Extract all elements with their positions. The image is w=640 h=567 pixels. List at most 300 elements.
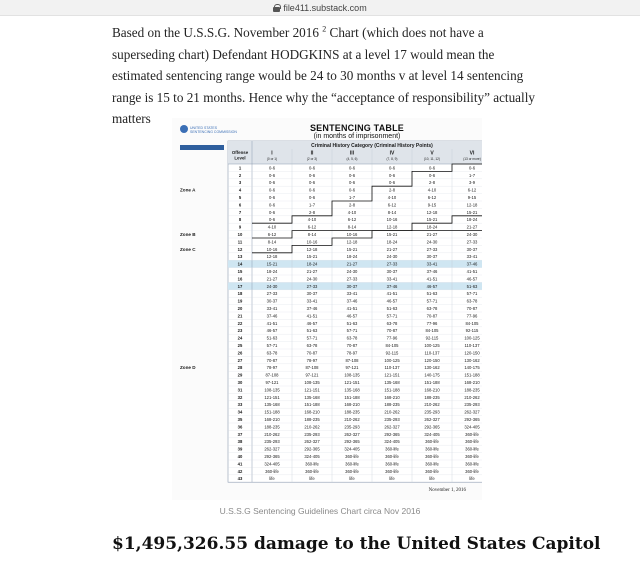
- offense-level: 20: [237, 306, 243, 311]
- sentence-range: 360-life: [345, 468, 359, 474]
- sentence-range: 151-188: [384, 387, 400, 393]
- sentence-range: 135-168: [384, 380, 400, 385]
- sentence-range: 262-327: [304, 439, 320, 445]
- paragraph-text-start: Based on the U.S.S.G. November 2016: [112, 25, 323, 40]
- sentence-range: 100-125: [384, 357, 400, 363]
- sentence-range: 0-6: [268, 172, 276, 178]
- sentence-range: 0-6: [388, 172, 396, 178]
- sentence-range: 324-405: [384, 439, 400, 445]
- sentence-range: 12-18: [426, 209, 438, 215]
- sentence-range: 360-life: [465, 446, 479, 452]
- sentence-range: 360-life: [465, 454, 479, 459]
- sentence-range: 15-21: [306, 254, 318, 260]
- sentence-range: 41-51: [266, 320, 278, 326]
- offense-level: 42: [237, 468, 243, 474]
- offense-level: 29: [237, 372, 243, 378]
- sentence-range: 0-6: [428, 172, 436, 178]
- sentence-range: 324-405: [304, 454, 320, 459]
- sentence-range: 360-life: [425, 454, 439, 459]
- sentence-range: 0-6: [268, 187, 276, 193]
- sentence-range: 24-30: [306, 276, 318, 282]
- table-subtitle: (in months of imprisonment): [313, 133, 401, 140]
- sentence-range: 87-108: [345, 357, 359, 363]
- sentence-range: 51-63: [346, 320, 358, 326]
- sentence-range: 24-30: [466, 232, 478, 237]
- sentence-range: 87-108: [265, 372, 279, 378]
- offense-level: 28: [237, 365, 243, 371]
- offense-level: 24: [237, 335, 243, 341]
- sentence-range: 360-life: [385, 461, 399, 467]
- sentence-range: 4-10: [347, 209, 357, 215]
- sentence-range: 360-life: [425, 439, 439, 445]
- sentence-range: 10-16: [306, 239, 318, 245]
- sentence-range: 360-life: [385, 468, 399, 474]
- sentence-range: 0-6: [468, 165, 476, 171]
- sentence-range: 27-33: [306, 283, 318, 289]
- offense-level: 33: [237, 402, 243, 408]
- sentence-range: 168-210: [384, 394, 400, 400]
- sentence-range: 12-18: [466, 202, 478, 208]
- sentence-range: 10-16: [266, 246, 278, 252]
- sentence-range: 168-210: [424, 387, 440, 393]
- offense-level: 2: [238, 172, 242, 178]
- sentence-range: 360-life: [265, 468, 279, 474]
- sentence-range: 18-24: [306, 261, 318, 267]
- sentence-range: 0-6: [308, 172, 316, 178]
- sentence-range: 8-14: [267, 239, 277, 245]
- offense-level: 22: [237, 320, 243, 326]
- sentence-range: 63-78: [426, 306, 438, 311]
- sentence-range: 188-235: [384, 402, 400, 408]
- sentence-range: 27-33: [386, 261, 398, 267]
- sentence-range: 70-87: [346, 343, 358, 348]
- zone-label: Zone D: [180, 365, 196, 371]
- sentence-range: 188-235: [304, 417, 320, 422]
- sentence-range: 262-327: [344, 431, 360, 437]
- sentence-range: 292-365: [304, 446, 320, 452]
- sentence-range: 130-162: [424, 365, 440, 371]
- sentence-range: 24-30: [386, 254, 398, 260]
- sentence-range: 168-210: [464, 380, 480, 385]
- sentence-range: 46-57: [426, 283, 438, 289]
- sentence-range: 51-63: [266, 335, 278, 341]
- offense-level: 26: [237, 350, 243, 356]
- sentence-range: 57-71: [386, 313, 398, 319]
- sentence-range: 63-78: [346, 335, 358, 341]
- sentence-range: 9-15: [427, 202, 437, 208]
- sentence-range: 120-150: [424, 357, 440, 363]
- column-numeral: V: [430, 150, 434, 157]
- offense-level: 21: [237, 313, 243, 319]
- offense-level: 19: [237, 298, 243, 304]
- sentence-range: 0-6: [308, 165, 316, 171]
- offense-level: 40: [237, 454, 243, 459]
- sentence-range: 360-life: [385, 454, 399, 459]
- sentence-range: 210-262: [344, 417, 360, 422]
- sentence-range: 360-life: [345, 454, 359, 459]
- sentence-range: 360-life: [465, 468, 479, 474]
- sentence-range: 37-46: [466, 261, 478, 267]
- sentence-range: 46-57: [466, 276, 478, 282]
- sentence-range: 121-151: [384, 372, 400, 378]
- sentence-range: 97-121: [305, 372, 319, 378]
- sentence-range: 8-14: [387, 209, 397, 215]
- offense-level: 35: [237, 417, 243, 422]
- offense-level: 3: [238, 180, 242, 186]
- sentence-range: 21-27: [266, 276, 278, 282]
- sentence-range: life: [389, 476, 395, 482]
- sentence-range: 57-71: [306, 335, 318, 341]
- offense-level: 31: [237, 387, 243, 393]
- offense-level: 36: [237, 424, 243, 430]
- offense-level: 5: [238, 195, 242, 200]
- sentence-range: 70-87: [266, 357, 278, 363]
- sentence-range: 2-8: [428, 180, 436, 186]
- sentence-range: 37-46: [306, 306, 318, 311]
- sentence-range: 0-6: [348, 187, 356, 193]
- sentence-range: 21-27: [386, 246, 398, 252]
- sentence-range: 18-24: [266, 269, 278, 274]
- sentence-range: 360-life: [425, 461, 439, 467]
- sentence-range: 12-18: [306, 246, 318, 252]
- sentence-range: 2-8: [388, 187, 396, 193]
- sentence-range: 360-life: [465, 439, 479, 445]
- sentence-range: 41-51: [386, 291, 398, 297]
- sentence-range: 6-12: [307, 224, 317, 230]
- sentence-range: 1-7: [308, 202, 316, 208]
- sentence-range: 324-405: [464, 424, 480, 430]
- sentence-range: 4-10: [387, 195, 397, 200]
- sentence-range: 87-108: [305, 365, 319, 371]
- article-paragraph: [112, 22, 544, 130]
- sentence-range: 30-37: [426, 254, 438, 260]
- sentence-range: 168-210: [344, 402, 360, 408]
- sentence-range: 70-87: [466, 306, 478, 311]
- sentence-range: 0-6: [388, 165, 396, 171]
- sentence-range: 21-27: [426, 232, 438, 237]
- sentence-range: 262-327: [264, 446, 280, 452]
- sentence-range: 77-96: [466, 313, 478, 319]
- sentence-range: 210-262: [264, 431, 280, 437]
- lock-icon: [273, 4, 280, 12]
- sentence-range: 27-33: [426, 246, 438, 252]
- footnote-link[interactable]: 2: [322, 24, 327, 34]
- sentence-range: 0-6: [308, 187, 316, 193]
- sentence-range: 1-7: [348, 195, 356, 200]
- offense-level: 23: [237, 328, 243, 334]
- sentence-range: 0-6: [348, 172, 356, 178]
- sentence-range: 292-365: [424, 424, 440, 430]
- sentence-range: 84-105: [425, 328, 439, 334]
- offense-level: 7: [238, 209, 242, 215]
- sentence-range: 0-6: [308, 195, 316, 200]
- sentence-range: 27-33: [266, 291, 278, 297]
- sentence-range: 27-33: [466, 239, 478, 245]
- sentence-range: 135-168: [304, 394, 320, 400]
- sentence-range: 24-30: [426, 239, 438, 245]
- sentencing-grid: [172, 118, 482, 500]
- sentence-range: 51-63: [426, 291, 438, 297]
- zone-label: Zone C: [180, 246, 196, 252]
- sentence-range: 21-27: [466, 224, 478, 230]
- sentence-range: 37-46: [266, 313, 278, 319]
- offense-level: 15: [237, 269, 243, 274]
- column-points: (4, 5, 6): [346, 157, 358, 161]
- sentence-range: 37-46: [386, 283, 398, 289]
- sentence-range: life: [269, 476, 275, 482]
- sentence-range: 151-188: [304, 402, 320, 408]
- sentence-range: 0-6: [388, 180, 396, 186]
- sentence-range: 188-235: [464, 387, 480, 393]
- sentence-range: 262-327: [464, 409, 480, 415]
- sentence-range: 51-63: [306, 328, 318, 334]
- sentence-range: 210-262: [464, 394, 480, 400]
- sentence-range: 0-6: [348, 165, 356, 171]
- sentence-range: 235-293: [344, 424, 360, 430]
- sentence-range: 92-115: [425, 335, 439, 341]
- sentence-range: 6-12: [387, 202, 397, 208]
- sentence-range: 15-21: [386, 232, 398, 237]
- column-points: (7, 8, 9): [386, 157, 398, 161]
- sentence-range: 51-63: [466, 283, 478, 289]
- sentence-range: 168-210: [264, 417, 280, 422]
- sentence-range: 30-37: [466, 246, 478, 252]
- sentence-range: 108-135: [304, 380, 320, 385]
- sentence-range: 120-150: [464, 350, 480, 356]
- offense-level: 18: [237, 291, 243, 297]
- column-points: (0 or 1): [266, 157, 278, 161]
- sentence-range: 84-105: [385, 343, 399, 348]
- sentence-range: 0-6: [268, 165, 276, 171]
- sentence-range: 30-37: [266, 298, 278, 304]
- offense-level: 10: [237, 232, 243, 237]
- sentencing-table-image[interactable]: [172, 118, 482, 500]
- sentence-range: 3-9: [468, 180, 476, 186]
- sentence-range: 324-405: [264, 461, 280, 467]
- sentence-range: 46-57: [306, 320, 318, 326]
- sentence-range: 92-115: [465, 328, 479, 334]
- sentence-range: 140-175: [464, 365, 480, 371]
- sentence-range: 6-12: [427, 195, 437, 200]
- sentence-range: 0-6: [268, 202, 276, 208]
- sentence-range: 41-51: [306, 313, 318, 319]
- sentence-range: 77-96: [386, 335, 398, 341]
- offense-level: 34: [237, 409, 243, 415]
- column-numeral: II: [310, 150, 314, 157]
- sentence-range: 9-15: [467, 195, 477, 200]
- sentence-range: 57-71: [426, 298, 438, 304]
- column-numeral: I: [271, 150, 273, 157]
- sentence-range: 21-27: [346, 261, 358, 267]
- offense-level: 41: [237, 461, 243, 467]
- sentence-range: 235-293: [264, 439, 280, 445]
- sentence-range: 77-96: [426, 320, 438, 326]
- sentence-range: 235-293: [304, 431, 320, 437]
- sentence-range: 37-46: [346, 298, 358, 304]
- sentence-range: 4-10: [427, 187, 437, 193]
- sentence-range: 33-41: [386, 276, 398, 282]
- sentence-range: 12-18: [346, 239, 358, 245]
- sentence-range: 0-6: [308, 180, 316, 186]
- sentence-range: 360-life: [465, 431, 479, 437]
- sentence-range: 292-365: [464, 417, 480, 422]
- sentence-range: 168-210: [304, 409, 320, 415]
- sentence-range: 6-12: [267, 232, 277, 237]
- sentence-range: 33-41: [266, 306, 278, 311]
- offense-level: 11: [237, 239, 243, 245]
- offense-header: Offense: [231, 150, 249, 155]
- sentence-range: 33-41: [426, 261, 438, 267]
- sentence-range: 0-6: [428, 165, 436, 171]
- sentence-range: 24-30: [346, 269, 358, 274]
- sentence-range: 151-188: [344, 394, 360, 400]
- sentence-range: 100-125: [464, 335, 480, 341]
- offense-level: 16: [237, 276, 243, 282]
- sentence-range: 97-121: [345, 365, 359, 371]
- sentence-range: 63-78: [266, 350, 278, 356]
- sentence-range: 18-24: [346, 254, 358, 260]
- sentence-range: life: [349, 476, 355, 482]
- sentence-range: 30-37: [346, 283, 358, 289]
- sentence-range: 2-8: [308, 209, 316, 215]
- sentence-range: 12-18: [386, 224, 398, 230]
- table-date: November 1, 2016: [428, 488, 466, 493]
- sentence-range: 33-41: [466, 254, 478, 260]
- sentence-range: 0-6: [268, 217, 276, 223]
- sentence-range: 63-78: [466, 298, 478, 304]
- offense-level: 6: [238, 202, 242, 208]
- sentence-range: 4-10: [307, 217, 317, 223]
- sentence-range: 6-12: [467, 187, 477, 193]
- zone-label: Zone B: [180, 232, 196, 237]
- sentence-range: 360-life: [305, 461, 319, 467]
- sentence-range: 46-57: [346, 313, 358, 319]
- offense-level: 37: [237, 431, 243, 437]
- column-points: (13 or more): [463, 157, 481, 161]
- sentence-range: 33-41: [306, 298, 318, 304]
- offense-level: 25: [237, 343, 243, 348]
- sentence-range: 151-188: [464, 372, 480, 378]
- sentence-range: 360-life: [465, 461, 479, 467]
- sentence-range: 135-168: [264, 402, 280, 408]
- sentence-range: 97-121: [265, 380, 279, 385]
- sentence-range: 360-life: [345, 461, 359, 467]
- sentence-range: 57-71: [266, 343, 278, 348]
- sentence-range: 18-24: [386, 239, 398, 245]
- browser-url-bar[interactable]: [0, 0, 640, 16]
- sentence-range: 10-16: [386, 217, 398, 223]
- sentence-range: 360-life: [385, 446, 399, 452]
- sentence-range: 360-life: [425, 446, 439, 452]
- sentence-range: 188-235: [344, 409, 360, 415]
- offense-level: 27: [237, 357, 243, 363]
- offense-level: 14: [237, 261, 243, 267]
- offense-level: 30: [237, 380, 243, 385]
- sentence-range: 41-51: [346, 306, 358, 311]
- sentence-range: 57-71: [466, 291, 478, 297]
- sentence-range: 135-168: [344, 387, 360, 393]
- sentence-range: 292-365: [264, 454, 280, 459]
- sentence-range: 70-87: [426, 313, 438, 319]
- sentence-range: 360-life: [425, 468, 439, 474]
- sentence-range: 27-33: [346, 276, 358, 282]
- column-numeral: VI: [469, 150, 475, 157]
- sentence-range: 30-37: [386, 269, 398, 274]
- table-title: SENTENCING TABLE: [309, 123, 405, 133]
- sentence-range: life: [469, 476, 475, 482]
- sentence-range: 108-135: [344, 372, 360, 378]
- sentence-range: 121-151: [264, 394, 280, 400]
- offense-level: 38: [237, 439, 243, 445]
- sentence-range: 8-14: [347, 224, 357, 230]
- column-points: (2 or 3): [306, 157, 318, 161]
- sentence-range: 15-21: [266, 261, 278, 267]
- sentence-range: 21-27: [306, 269, 318, 274]
- sentence-range: 235-293: [384, 417, 400, 422]
- sentence-range: 46-57: [266, 328, 278, 334]
- offense-level: 39: [237, 446, 243, 452]
- sentence-range: 188-235: [424, 394, 440, 400]
- section-heading: $1,495,326.55 damage to the United States Capitol: [112, 534, 601, 554]
- sentence-range: 151-188: [264, 409, 280, 415]
- level-header: Level: [234, 155, 246, 161]
- sentence-range: 0-6: [268, 180, 276, 186]
- sentence-range: 1-7: [468, 172, 476, 178]
- sentence-range: 110-137: [424, 350, 440, 356]
- offense-level: 4: [238, 187, 242, 193]
- sentence-range: 70-87: [306, 350, 318, 356]
- sentence-range: 33-41: [346, 291, 358, 297]
- sentence-range: 18-24: [466, 217, 478, 223]
- sentence-range: 8-14: [307, 232, 317, 237]
- sentence-range: 151-188: [424, 380, 440, 385]
- sentence-range: 57-71: [346, 328, 358, 334]
- sentence-range: 188-235: [264, 424, 280, 430]
- offense-level: 12: [237, 246, 243, 252]
- column-numeral: III: [349, 150, 355, 157]
- offense-level: 17: [237, 283, 243, 289]
- sentence-range: 0-6: [268, 195, 276, 200]
- sentence-range: 360-life: [305, 468, 319, 474]
- offense-level: 8: [238, 217, 242, 223]
- sentence-range: 0-6: [268, 209, 276, 215]
- sentence-range: 4-10: [267, 224, 277, 230]
- sentence-range: 210-262: [304, 424, 320, 430]
- category-header: Criminal History Category (Criminal History Points): [311, 143, 433, 149]
- column-points: (10, 11, 12): [423, 157, 441, 161]
- sentence-range: 100-125: [424, 343, 440, 348]
- sentence-range: 15-21: [346, 246, 358, 252]
- sentence-range: 121-151: [304, 387, 320, 393]
- sentence-range: 6-12: [347, 217, 357, 223]
- sentence-range: 110-137: [384, 365, 400, 371]
- sentence-range: 78-97: [266, 365, 278, 371]
- paragraph-text-end: Chart (which does not have a superseding chart) Defendant HODGKINS at a level 17 would mean the estimated sentencing range would be 24 to 30 months v at level 14 sentencing range is 15 to 21 months. Hence why the “acceptance of responsibility” actually matters: [112, 25, 535, 126]
- sentence-range: 262-327: [384, 424, 400, 430]
- sentence-range: 92-115: [385, 350, 399, 356]
- sentence-range: 262-327: [424, 417, 440, 422]
- sentence-range: 235-293: [424, 409, 440, 415]
- sentence-range: 12-18: [266, 254, 278, 260]
- sentence-range: 84-105: [465, 320, 479, 326]
- sentence-range: 41-51: [466, 269, 478, 274]
- sentence-range: 78-97: [306, 357, 318, 363]
- offense-level: 13: [237, 254, 243, 260]
- sentence-range: 15-21: [426, 217, 438, 223]
- sentence-range: 121-151: [344, 380, 360, 385]
- image-caption: U.S.S.G Sentencing Guidelines Chart circa Nov 2016: [219, 506, 421, 516]
- sentence-range: 41-51: [426, 276, 438, 282]
